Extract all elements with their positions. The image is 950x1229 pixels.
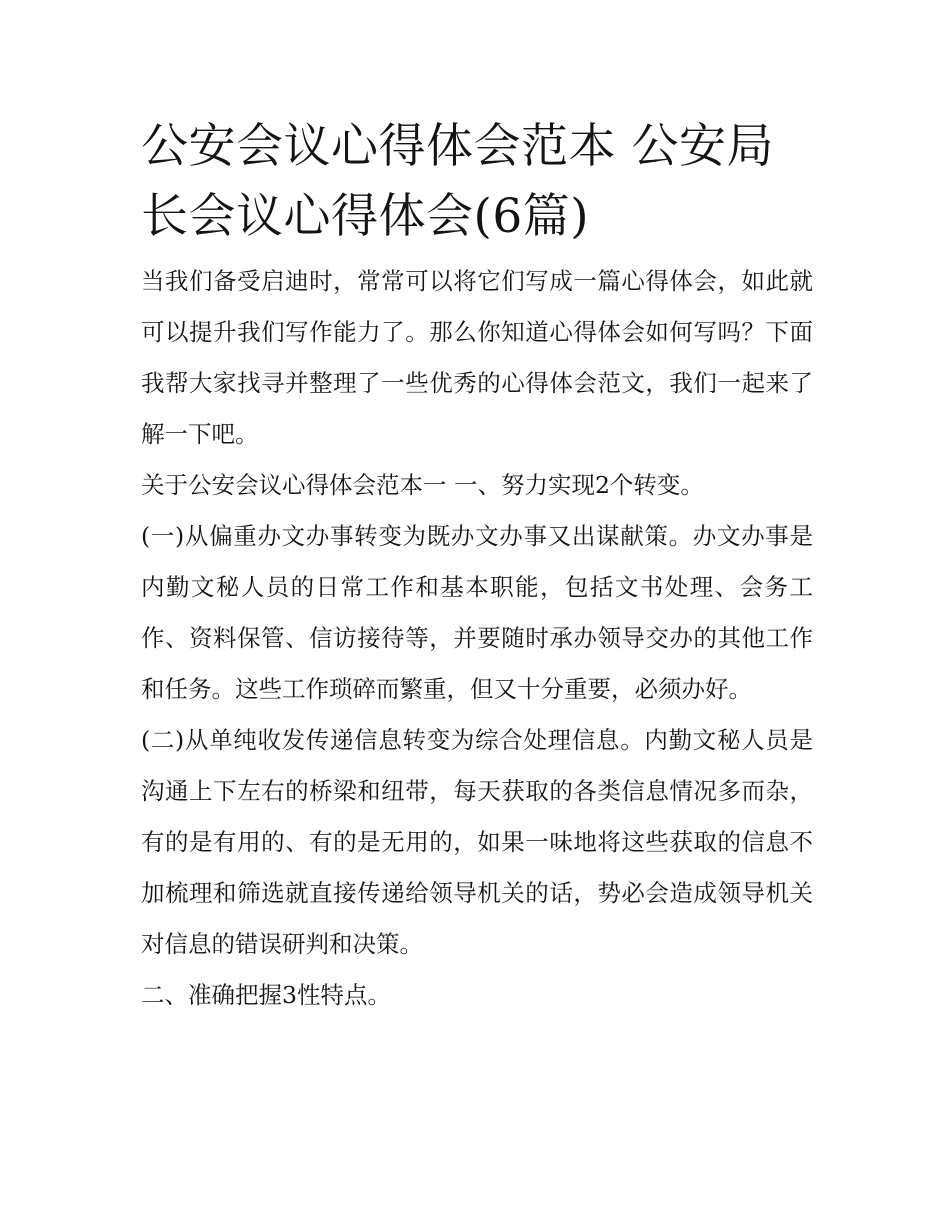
document-title: 公安会议心得体会范本 公安局长会议心得体会(6篇) (141, 119, 774, 244)
body-paragraph-1: (一)从偏重办文办事转变为既办文办事又出谋献策。办文办事是内勤文秘人员的日常工作和基本职能，包括文书处理、会务工作、资料保管、信访接待等，并要随时承办领导交办的其他工作和任务。这些工作琐碎而繁重，但又十分重要，必须办好。 (141, 522, 813, 703)
body-paragraph-2: (二)从单纯收发传递信息转变为综合处理信息。内勤文秘人员是沟通上下左右的桥梁和纽带，每天获取的各类信息情况多而杂，有的是有用的、有的是无用的，如果一味地将这些获取的信息不加梳理和筛选就直接传递给领导机关的话，势必会造成领导机关对信息的错误研判和决策。 (141, 726, 813, 958)
document-page (141, 112, 813, 1021)
section-heading-paragraph: 关于公安会议心得体会范本一 一、努力实现2个转变。 (141, 471, 704, 499)
section-heading-2: 二、准确把握3性特点。 (141, 981, 391, 1009)
intro-paragraph: 当我们备受启迪时，常常可以将它们写成一篇心得体会，如此就可以提升我们写作能力了。那么你知道心得体会如何写吗？下面我帮大家找寻并整理了一些优秀的心得体会范文，我们一起来了解一下吧。 (141, 267, 813, 448)
